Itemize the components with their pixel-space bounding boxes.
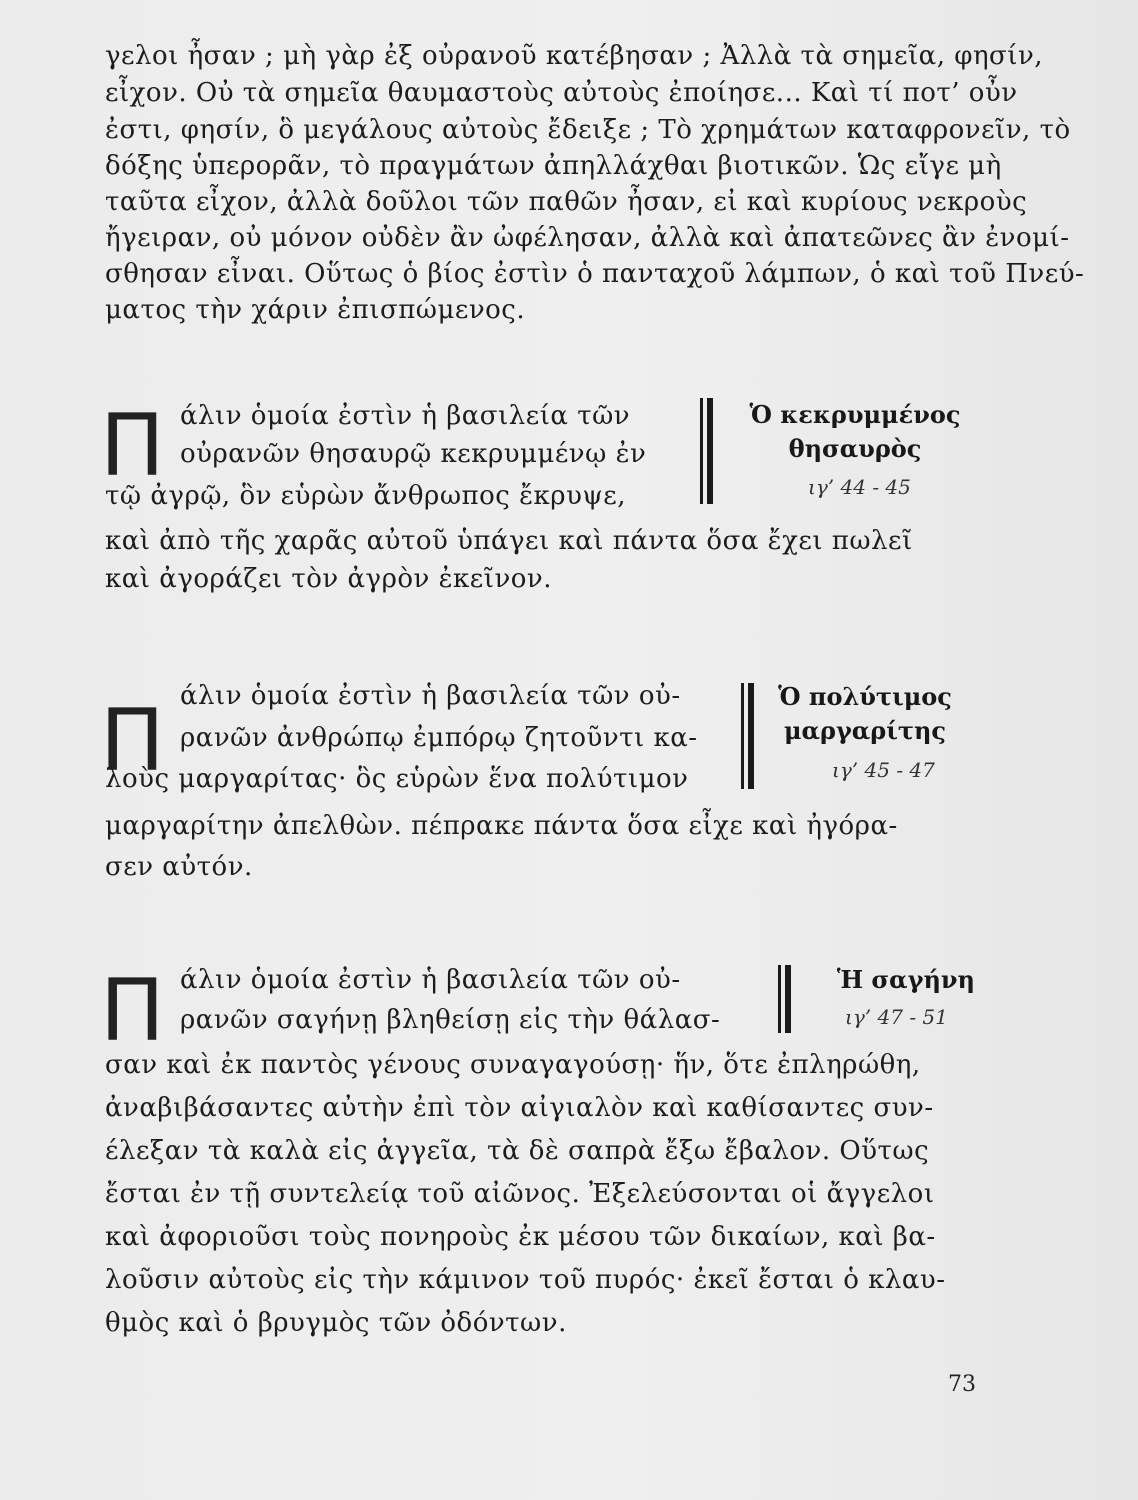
text-line: σεν αὐτόν. bbox=[105, 852, 253, 882]
margin-rule bbox=[785, 965, 791, 1033]
text-line: ἀναβιβάσαντες αὐτὴν ἐπὶ τὸν αἰγιαλὸν καὶ καθίσαντες συν- bbox=[105, 1093, 934, 1123]
drop-cap: Π bbox=[100, 961, 165, 1061]
text-line: γελοι ἦσαν ; μὴ γὰρ ἐξ οὐρανοῦ κατέβησαν ; Ἀλλὰ τὰ σημεῖα, φησίν, bbox=[105, 41, 1044, 71]
text-line: ρανῶν σαγήνῃ βληθείσῃ εἰς τὴν θάλασ- bbox=[180, 1005, 721, 1035]
margin-heading-line: μαργαρίτης bbox=[783, 716, 947, 745]
scripture-reference: ιγ’ 44 - 45 bbox=[808, 475, 911, 499]
text-line: άλιν ὁμοία ἐστὶν ἡ βασιλεία τῶν οὐ- bbox=[180, 965, 681, 995]
text-line: καὶ ἀφοριοῦσι τοὺς πονηροὺς ἐκ μέσου τῶν δικαίων, καὶ βα- bbox=[105, 1222, 936, 1252]
text-line: σαν καὶ ἐκ παντὸς γένους συναγαγούσῃ· ἥν, ὅτε ἐπληρώθη, bbox=[105, 1050, 921, 1080]
text-line: άλιν ὁμοία ἐστὶν ἡ βασιλεία τῶν bbox=[180, 401, 631, 431]
margin-heading bbox=[760, 680, 970, 748]
text-line: δόξης ὑπερορᾶν, τὸ πραγμάτων ἀπηλλάχθαι βιοτικῶν. Ὡς εἴγε μὴ bbox=[105, 151, 1002, 181]
margin-heading-line: Ὁ κεκρυμμένος bbox=[749, 400, 961, 429]
text-line: άλιν ὁμοία ἐστὶν ἡ βασιλεία τῶν οὐ- bbox=[180, 681, 681, 711]
text-line: έλεξαν τὰ καλὰ εἰς ἀγγεῖα, τὰ δὲ σαπρὰ ἔξω ἔβαλον. Οὕτως bbox=[105, 1136, 930, 1166]
margin-heading-line: θησαυρὸς bbox=[788, 434, 922, 463]
text-line: ρανῶν ἀνθρώπῳ ἐμπόρῳ ζητοῦντι κα- bbox=[180, 723, 698, 753]
text-line: λοῦσιν αὐτοὺς εἰς τὴν κάμινον τοῦ πυρός· ἐκεῖ ἔσται ὁ κλαυ- bbox=[105, 1265, 946, 1295]
text-line: ἤγειραν, οὐ μόνον οὐδὲν ἂν ὠφέλησαν, ἀλλὰ καὶ ἀπατεῶνες ἂν ἐνομί- bbox=[105, 223, 1070, 253]
margin-rule bbox=[741, 683, 744, 789]
margin-heading-line: Ὁ πολύτιμος bbox=[778, 682, 952, 711]
margin-rule bbox=[778, 965, 781, 1033]
text-line: θμὸς καὶ ὁ βρυγμὸς τῶν ὀδόντων. bbox=[105, 1308, 567, 1338]
text-line: ἔσται ἐν τῇ συντελείᾳ τοῦ αἰῶνος. Ἐξελεύσονται οἱ ἄγγελοι bbox=[105, 1179, 935, 1209]
margin-heading-line: Ἡ σαγήνη bbox=[836, 965, 975, 994]
text-line: εἶχον. Οὐ τὰ σημεῖα θαυμαστοὺς αὐτοὺς ἐποίησε... Καὶ τί ποτ’ οὖν bbox=[105, 78, 1018, 108]
drop-cap: Π bbox=[100, 691, 165, 791]
text-line: καὶ ἀπὸ τῆς χαρᾶς αὐτοῦ ὑπάγει καὶ πάντα ὅσα ἔχει πωλεῖ bbox=[105, 526, 913, 556]
margin-rule bbox=[748, 683, 754, 789]
text-line: ματος τὴν χάριν ἐπισπώμενος. bbox=[105, 295, 526, 325]
margin-rule bbox=[707, 398, 713, 504]
text-line: σθησαν εἶναι. Οὕτως ὁ βίος ἐστὶν ὁ πανταχοῦ λάμπων, ὁ καὶ τοῦ Πνεύ- bbox=[105, 259, 1085, 289]
text-line: τῷ ἀγρῷ, ὃν εὑρὼν ἄνθρωπος ἔκρυψε, bbox=[105, 481, 627, 511]
text-line: οὐρανῶν θησαυρῷ κεκρυμμένῳ ἐν bbox=[180, 439, 647, 469]
margin-heading bbox=[740, 398, 970, 466]
text-line: ἐστι, φησίν, ὃ μεγάλους αὐτοὺς ἔδειξε ; Τὸ χρημάτων καταφρονεῖν, τὸ bbox=[105, 115, 1071, 145]
text-line: λοὺς μαργαρίτας· ὃς εὑρὼν ἕνα πολύτιμον bbox=[105, 764, 689, 794]
scripture-reference: ιγ’ 45 - 47 bbox=[832, 758, 935, 782]
margin-heading bbox=[810, 963, 975, 997]
text-line: καὶ ἀγοράζει τὸν ἀγρὸν ἐκεῖνον. bbox=[105, 564, 552, 594]
margin-rule bbox=[700, 398, 703, 504]
text-line: ταῦτα εἶχον, ἀλλὰ δοῦλοι τῶν παθῶν ἦσαν, εἰ καὶ κυρίους νεκροὺς bbox=[105, 187, 1028, 217]
text-line: μαργαρίτην ἀπελθὼν. πέπρακε πάντα ὅσα εἶχε καὶ ἠγόρα- bbox=[105, 811, 898, 841]
drop-cap: Π bbox=[100, 396, 165, 496]
page-number: 73 bbox=[948, 1372, 976, 1397]
scripture-reference: ιγ’ 47 - 51 bbox=[845, 1005, 948, 1029]
